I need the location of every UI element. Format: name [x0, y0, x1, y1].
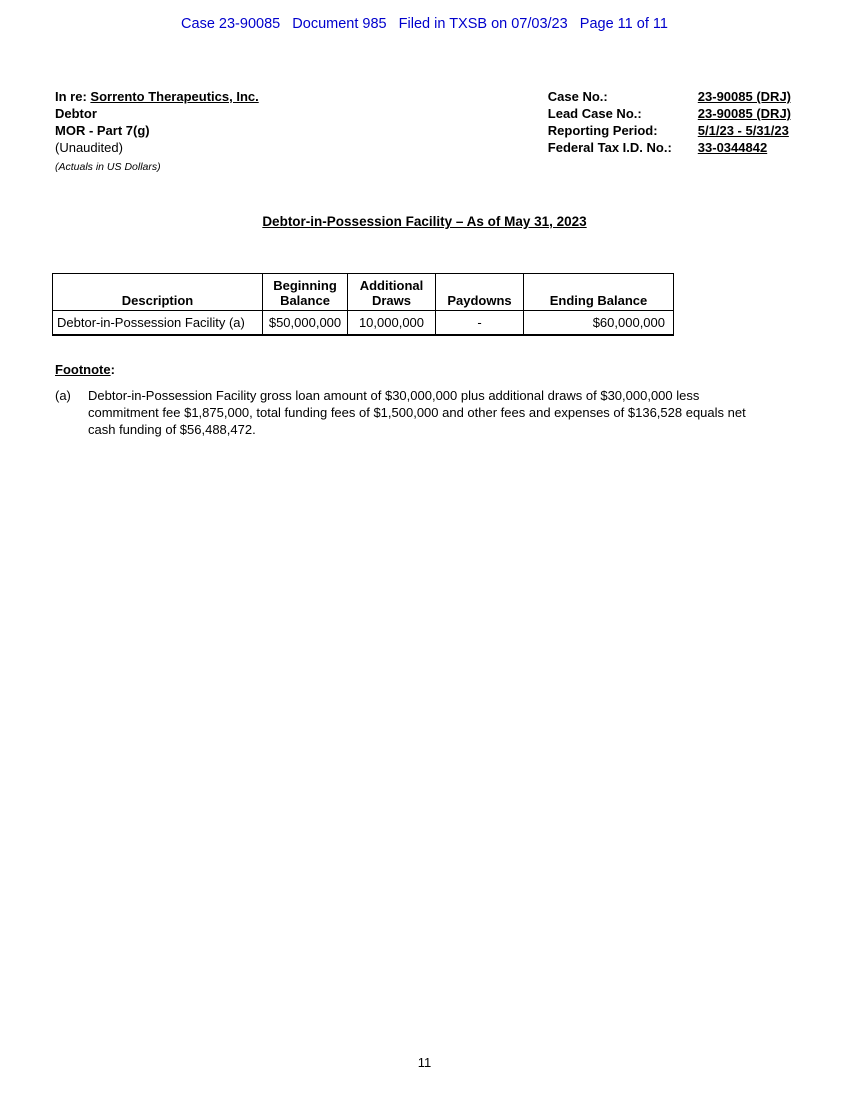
- debtor-info-section: [0, 88, 849, 176]
- footnote-heading-colon: :: [110, 361, 115, 377]
- dip-facility-table: [52, 273, 674, 336]
- page-number: 11: [417, 1055, 432, 1070]
- mor-part-label: MOR - Part 7(g): [55, 123, 150, 138]
- cell-ending-balance: $60,000,000: [524, 311, 674, 335]
- header-paydowns: Paydowns: [436, 274, 524, 311]
- footnote-item-a: [55, 387, 789, 438]
- table-row: [53, 311, 674, 335]
- actuals-label: (Actuals in US Dollars): [55, 161, 161, 173]
- cell-paydowns: -: [436, 311, 524, 335]
- case-no-row: [548, 88, 791, 105]
- footnote-heading-text: Footnote: [55, 361, 111, 377]
- footnote-section: [0, 362, 849, 438]
- debtor-label: Debtor: [55, 106, 97, 121]
- header-additional-draws: Additional Draws: [348, 274, 436, 311]
- in-re-label: In re:: [55, 89, 91, 104]
- case-no-value: 23-90085 (DRJ): [697, 89, 791, 104]
- case-info-right: [548, 88, 791, 176]
- lead-case-no-label: Lead Case No.:: [547, 106, 642, 121]
- reporting-period-label: Reporting Period:: [547, 123, 658, 138]
- header-description: Description: [53, 274, 263, 311]
- debtor-info-left: [55, 88, 259, 176]
- cell-description: Debtor-in-Possession Facility (a): [53, 311, 263, 335]
- cell-additional-draws: 10,000,000: [348, 311, 436, 335]
- cell-beginning-balance: $50,000,000: [263, 311, 348, 335]
- federal-tax-id-row: [548, 139, 791, 156]
- footnote-heading: [55, 362, 789, 377]
- reporting-period-row: [548, 122, 791, 139]
- table-header-row: [53, 274, 674, 311]
- debtor-name: Sorrento Therapeutics, Inc.: [90, 89, 259, 104]
- lead-case-no-value: 23-90085 (DRJ): [697, 106, 791, 121]
- footnote-marker: (a): [55, 387, 71, 403]
- unaudited-label: (Unaudited): [55, 140, 123, 155]
- case-no-label: Case No.:: [547, 89, 608, 104]
- reporting-period-value: 5/1/23 - 5/31/23: [697, 123, 789, 138]
- case-caption-header: Case 23-90085 Document 985 Filed in TXSB on 07/03/23 Page 11 of 11: [181, 16, 668, 32]
- page-title: Debtor-in-Possession Facility – As of May 31, 2023: [262, 214, 587, 229]
- header-beginning-balance: Beginning Balance: [263, 274, 348, 311]
- federal-tax-id-label: Federal Tax I.D. No.:: [547, 140, 672, 155]
- in-re-line: [55, 88, 259, 105]
- lead-case-no-row: [548, 105, 791, 122]
- header-ending-balance: Ending Balance: [524, 274, 674, 311]
- footnote-text: Debtor-in-Possession Facility gross loan amount of $30,000,000 plus additional draws of $30,000,000 less commitment fee $1,875,000, total funding fees of $1,500,000 and other fees and expenses of $136,528 equals net cash funding of $56,488,472.: [88, 387, 746, 437]
- federal-tax-id-value: 33-0344842: [697, 140, 768, 155]
